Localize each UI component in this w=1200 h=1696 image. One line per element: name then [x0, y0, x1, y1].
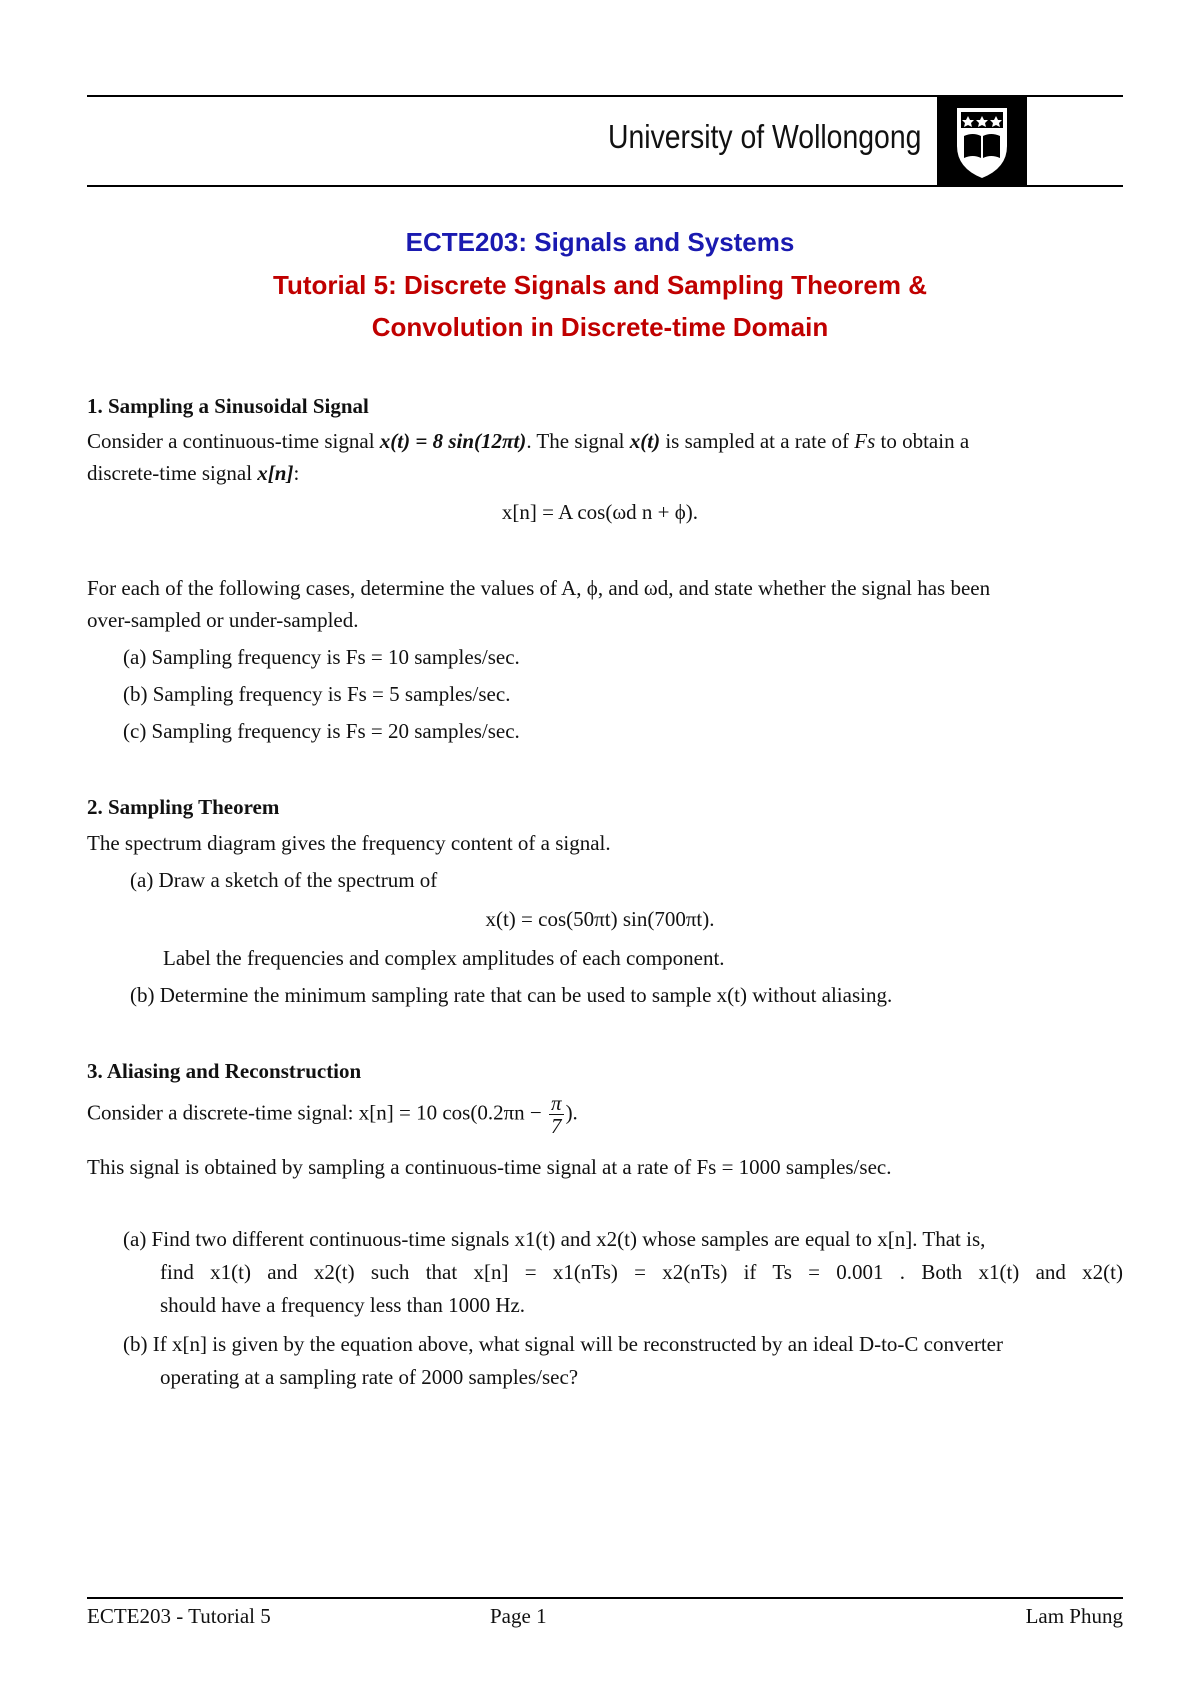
q1-signal-symbol: x(t)	[629, 429, 661, 453]
university-crest-icon	[937, 96, 1027, 185]
q1-case-c: (c) Sampling frequency is Fs = 20 samples/sec.	[123, 719, 520, 743]
footer-left: ECTE203 - Tutorial 5	[87, 1604, 271, 1628]
q3-intro-pre: Consider a discrete-time signal: x[n] = 10 cos(0.2πn −	[87, 1100, 548, 1125]
footer-author: Lam Phung	[1025, 1604, 1123, 1628]
q3-fraction-denominator: 7	[551, 1114, 562, 1138]
q3-intro	[87, 1092, 578, 1137]
q2-label-line: Label the frequencies and complex amplitudes of each component.	[163, 946, 725, 970]
university-name: University of Wollongong	[608, 118, 922, 155]
q1-intro-text-a: Consider a continuous-time signal	[87, 429, 380, 453]
q1-case-a: (a) Sampling frequency is Fs = 10 samples/sec.	[123, 645, 520, 669]
header-bottom-rule	[87, 185, 1123, 187]
tutorial-title-line1: Tutorial 5: Discrete Signals and Sampling Theorem &	[273, 270, 927, 300]
tutorial-title-line2: Convolution in Discrete-time Domain	[371, 312, 829, 342]
q1-intro-line1	[87, 427, 969, 455]
q1-intro-text-b: . The signal	[526, 429, 630, 453]
q2-intro: The spectrum diagram gives the frequency content of a signal.	[87, 831, 611, 855]
footer-rule	[87, 1597, 1123, 1599]
q3-part-b-line1: (b) If x[n] is given by the equation above, what signal will be reconstructed by an ideal D-to-C converter	[123, 1332, 1003, 1356]
q1-signal-equation: x(t) = 8 sin(12πt)	[379, 429, 527, 453]
q1-equation: x[n] = A cos(ωd n + ϕ).	[501, 500, 699, 524]
q3-intro-post: ).	[565, 1100, 578, 1125]
q2-part-b: (b) Determine the minimum sampling rate that can be used to sample x(t) without aliasing.	[130, 983, 893, 1007]
course-title: ECTE203: Signals and Systems	[405, 227, 795, 257]
q1-intro-text-d: to obtain a	[875, 429, 970, 453]
q1-xn-symbol: x[n]	[257, 461, 294, 485]
q3-sampling-line: This signal is obtained by sampling a continuous-time signal at a rate of Fs = 1000 samples/sec.	[87, 1155, 892, 1179]
q2-heading: 2. Sampling Theorem	[87, 795, 280, 819]
q1-intro-line2	[87, 459, 299, 487]
q3-part-b-line2: operating at a sampling rate of 2000 samples/sec?	[160, 1365, 579, 1389]
q2-equation: x(t) = cos(50πt) sin(700πt).	[485, 907, 715, 931]
q1-task-line1: For each of the following cases, determine the values of A, ϕ, and ωd, and state whether the signal has been	[87, 576, 991, 600]
q3-heading: 3. Aliasing and Reconstruction	[87, 1059, 362, 1083]
q3-fraction	[549, 1092, 564, 1137]
crest-shield-icon	[937, 96, 1027, 185]
q3-part-a-line1: (a) Find two different continuous-time signals x1(t) and x2(t) whose samples are equal to x[n]. That is,	[123, 1227, 986, 1251]
q3-part-a-line3: should have a frequency less than 1000 Hz.	[160, 1293, 526, 1317]
q1-case-b: (b) Sampling frequency is Fs = 5 samples/sec.	[123, 682, 511, 706]
q1-heading: 1. Sampling a Sinusoidal Signal	[87, 394, 369, 418]
footer-page-number: Page 1	[490, 1604, 547, 1628]
q3-fraction-numerator: π	[551, 1091, 562, 1115]
q2-part-a: (a) Draw a sketch of the spectrum of	[130, 868, 438, 892]
q1-fs-symbol: Fs	[854, 429, 876, 453]
q1-task-line2: over-sampled or under-sampled.	[87, 608, 359, 632]
q3-part-a-line2: find x1(t) and x2(t) such that x[n] = x1(nTs) = x2(nTs) if Ts = 0.001 . Both x1(t) and x2(t)	[160, 1260, 1123, 1284]
q1-colon: :	[293, 461, 300, 485]
q1-intro-text-c: is sampled at a rate of	[660, 429, 855, 453]
q1-intro-line2-text: discrete-time signal	[87, 461, 258, 485]
